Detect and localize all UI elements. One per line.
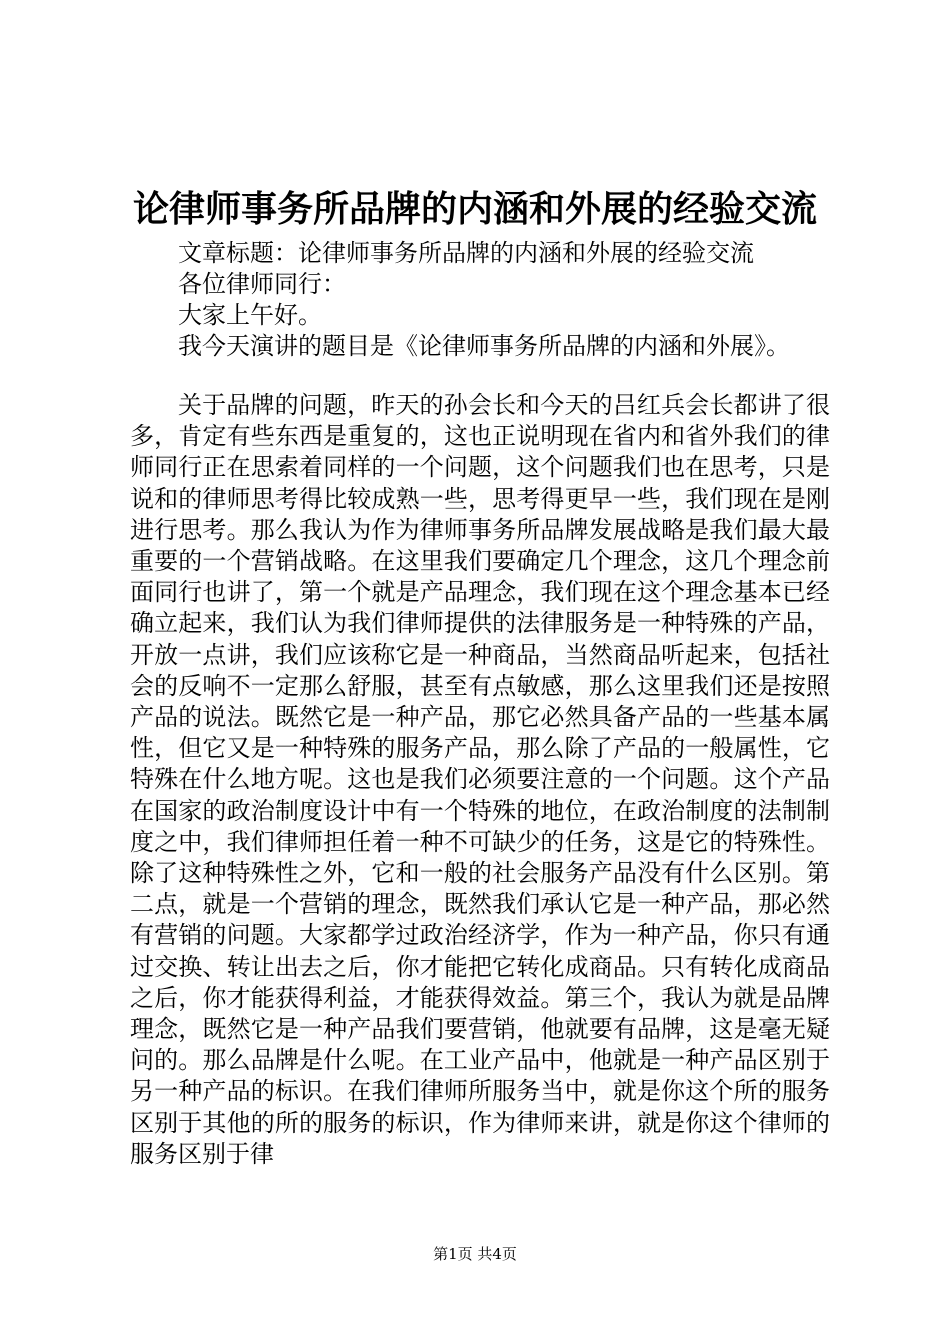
good-morning-line: 大家上午好。 [178,301,322,329]
article-title-line: 文章标题：论律师事务所品牌的内涵和外展的经验交流 [178,239,754,267]
intro-block [178,238,878,362]
speech-topic-line: 我今天演讲的题目是《论律师事务所品牌的内涵和外展》。 [178,332,790,360]
greeting-line: 各位律师同行： [178,270,346,298]
document-title: 论律师事务所品牌的内涵和外展的经验交流 [132,188,817,230]
body-paragraph: 关于品牌的问题，昨天的孙会长和今天的吕红兵会长都讲了很多，肯定有些东西是重复的，这也正说明现在省内和省外我们的律师同行正在思索着同样的一个问题，这个问题我们也在思考，只是说和的律师思考得比较成熟一些，思考得更早一些，我们现在是刚进行思考。那么我认为作为律师事务所品牌发展战略是我们最大最重要的一个营销战略。在这里我们要确定几个理念，这几个理念前面同行也讲了，第一个就是产品理念，我们现在这个理念基本已经确立起来，我们认为我们律师提供的法律服务是一种特殊的产品，开放一点讲，我们应该称它是一种商品，当然商品听起来，包括社会的反响不一定那么舒服，甚至有点敏感，那么这里我们还是按照产品的说法。既然它是一种产品，那它必然具备产品的一些基本属性，但它又是一种特殊的服务产品，那么除了产品的一般属性，它特殊在什么地方呢。这也是我们必须要注意的一个问题。这个产品在国家的政治制度设计中有一个特殊的地位，在政治制度的法制制度之中，我们律师担任着一种不可缺少的任务，这是它的特殊性。除了这种特殊性之外，它和一般的社会服务产品没有什么区别。第二点，就是一个营销的理念，既然我们承认它是一种产品，那必然有营销的问题。大家都学过政治经济学，作为一种产品，你只有通过交换、转让出去之后，你才能把它转化成商品。只有转化成商品之后，你才能获得利益，才能获得效益。第三个，我认为就是品牌理念，既然它是一种产品我们要营销，他就要有品牌，这是毫无疑问的。那么品牌是什么呢。在工业产品中，他就是一种产品区别于另一种产品的标识。在我们律师所服务当中，就是你这个所的服务区别于其他的所的服务的标识，作为律师来讲，就是你这个律师的服务区别于律 [130,391,830,1168]
page-number-footer: 第1页 共4页 [433,1245,517,1263]
